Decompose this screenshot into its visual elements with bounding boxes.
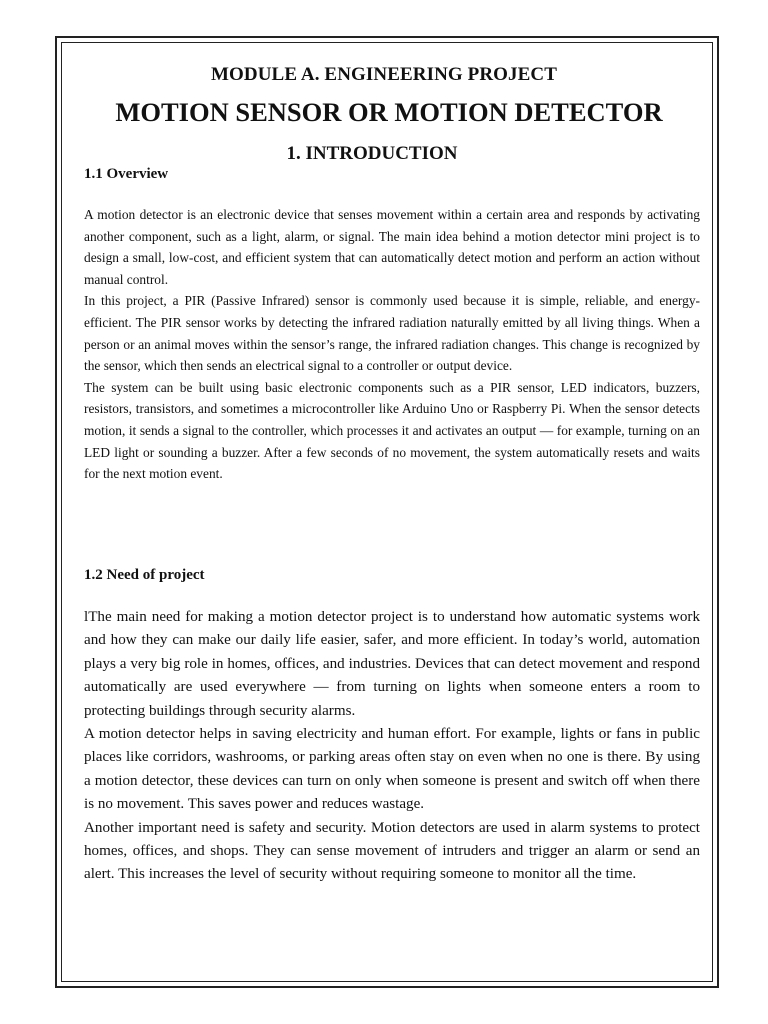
need-paragraph: lThe main need for making a motion detector project is to understand how automatic systems work and how they can make our daily life easier, safer, and more efficient. In today’s world, automation plays a very big role in homes, offices, and industries. Devices that can detect movement and respond automatically are used everywhere — from turning on lights when someone enters a room to protecting buildings through security alarms. [84, 609, 700, 719]
overview-paragraph: The system can be built using basic electronic components such as a PIR sensor, LED indicators, buzzers, resistors, transistors, and sometimes a microcontroller like Arduino Uno or Raspberry Pi. When the sensor detects motion, it sends a signal to the controller, which processes it and activates an output — for example, turning on an LED light or sounding a buzzer. After a few seconds of no movement, the system automatically resets and waits for the next motion event. [84, 379, 700, 482]
subheading-need-of-project: 1.2 Need of project [84, 567, 205, 583]
overview-body [84, 204, 700, 485]
section-heading-introduction: 1. INTRODUCTION [286, 143, 458, 164]
subheading-overview: 1.1 Overview [84, 166, 169, 182]
need-paragraph: A motion detector helps in saving electricity and human effort. For example, lights or fans in public places like corridors, washrooms, or parking areas often stay on even when no one is there. By using a motion detector, these devices can turn on only when someone is present and switch off when there is no movement. This saves power and reduces wastage. [84, 726, 700, 813]
need-paragraph: Another important need is safety and security. Motion detectors are used in alarm systems to protect homes, offices, and shops. They can sense movement of intruders and trigger an alarm or send an alert. This increases the level of security without requiring someone to monitor all the time. [84, 819, 700, 883]
document-title: MOTION SENSOR OR MOTION DETECTOR [115, 97, 663, 127]
need-body [84, 606, 700, 887]
overview-paragraph: In this project, a PIR (Passive Infrared) sensor is commonly used because it is simple, reliable, and energy-efficient. The PIR sensor works by detecting the infrared radiation naturally emitted by all living things. When a person or an animal moves within the sensor’s range, the infrared radiation changes. This change is recognized by the sensor, which then sends an electrical signal to a controller or output device. [84, 293, 700, 374]
module-title: MODULE A. ENGINEERING PROJECT [211, 64, 557, 85]
overview-paragraph: A motion detector is an electronic device that senses movement within a certain area and responds by activating another component, such as a light, alarm, or signal. The main idea behind a motion detector mini project is to design a small, low-cost, and efficient system that can automatically detect motion and perform an action without manual control. [84, 207, 700, 287]
